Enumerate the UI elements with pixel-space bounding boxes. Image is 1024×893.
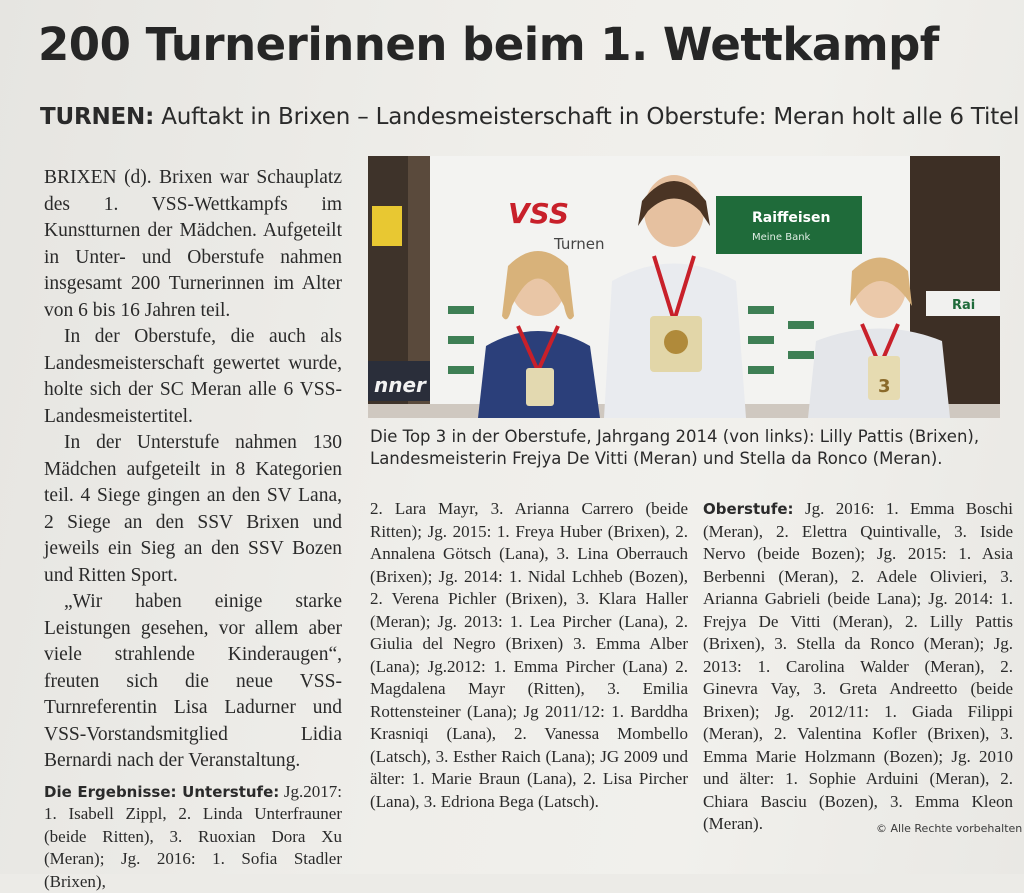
paragraph-unterstufe: In der Unterstufe nahmen 130 Mädchen aufgeteilt in 8 Kategorien teil. 4 Siege gingen an den SV Lana, 2 Siege an den SSV Brixen und jeweils ein Sieg an den SSV Bozen und Ritten Sport. xyxy=(44,430,342,589)
article-column-3 xyxy=(703,498,1013,836)
article-column-2 xyxy=(370,498,688,813)
paragraph-quote: „Wir haben einige starke Leistungen gesehen, vor allem aber viele strahlende Kinderaugen“, freuten sich die neue VSS-Turnreferentin Lisa Ladurner und VSS-Vorstandsmitglied Lidia Bernardi nach der Veranstaltung. xyxy=(44,589,342,775)
paragraph-intro: BRIXEN (d). Brixen war Schauplatz des 1. VSS-Wettkampfs im Kunstturnen der Mädchen. Aufgeteilt in Unter- und Oberstufe nahmen insgesamt 200 Turnerinnen im Alter von 6 bis 16 Jahren teil. xyxy=(44,165,342,324)
results-unterstufe-text-1: Jg.2017: 1. Isabell Zippl, 2. Linda Unterfrauner (beide Ritten), 3. Ruoxian Dora Xu (Meran); Jg. 2016: 1. Sofia Stadler (Brixen), xyxy=(44,782,342,891)
sign-left-text: nner xyxy=(374,373,427,397)
banner-bank-text: Meine Bank xyxy=(752,232,811,243)
banner-raiffeisen-text: Raiffeisen xyxy=(752,210,830,226)
article-column-1 xyxy=(44,165,342,893)
sign-right-text: Rai xyxy=(952,298,975,313)
results-unterstufe-start xyxy=(44,781,342,893)
results-unterstufe-text-2: 2. Lara Mayr, 3. Arianna Carrero (beide Ritten); Jg. 2015: 1. Freya Huber (Brixen), 2. Annalena Götsch (Lana), 3. Lina Oberrauch (Brixen); Jg. 2014: 1. Nidal Lchheb (Bozen), 2. Verena Pichler (Brixen), 3. Klara Haller (Meran); Jg. 2013: 1. Lea Pircher (Lana), 2. Giulia del Negro (Brixen) 3. Emma Alber (Lana); Jg.2012: 1. Emma Pircher (Lana) 2. Magdalena Mayr (Ritten), 3. Emilia Rottensteiner (Lana); Jg 2011/12: 1. Barddha Krasniqi (Lana), 2. Vanessa Mombello (Latsch), 3. Esther Raich (Lana); JG 2009 und älter: 1. Marie Braun (Lana), 2. Lisa Pircher (Lana), 3. Edriona Bega (Latsch). xyxy=(370,498,688,813)
subhead-text: Auftakt in Brixen – Landesmeisterschaft in Oberstufe: Meran holt alle 6 Titel xyxy=(161,104,1019,130)
paragraph-oberstufe: In der Oberstufe, die auch als Landesmeisterschaft gewertet wurde, holte sich der SC Meran alle 6 VSS-Landesmeistertitel. xyxy=(44,324,342,430)
results-oberstufe xyxy=(703,498,1013,836)
subhead-kicker: TURNEN: xyxy=(40,104,154,130)
banner-turnen-text: Turnen xyxy=(553,235,605,253)
photo-illustration xyxy=(368,156,1000,418)
copyright-notice: © Alle Rechte vorbehalten xyxy=(876,822,1022,835)
banner-vss-text: VSS xyxy=(508,197,569,230)
subheadline xyxy=(40,104,1010,130)
results-label-unterstufe: Die Ergebnisse: Unterstufe: xyxy=(44,783,279,801)
results-label-oberstufe: Oberstufe: xyxy=(703,500,794,518)
results-oberstufe-text: Jg. 2016: 1. Emma Boschi (Meran), 2. Elettra Quintivalle, 3. Iside Nervo (beide Bozen); Jg. 2015: 1. Asia Berbenni (Meran), 2. Adele Olivieri, 3. Arianna Gabrieli (beide Lana); Jg. 2014: 1. Frejya De Vitti (Meran), 2. Lilly Pattis (Brixen), 3. Stella da Ronco (Meran); Jg. 2013: 1. Carolina Walder (Meran), 2. Ginevra Vay, 3. Greta Andreetto (beide Brixen); Jg. 2012/11: 1. Giada Filippi (Meran), 2. Valentina Kofler (Brixen), 3. Emma Marie Holzmann (Bozen); Jg. 2010 und älter: 1. Sophie Arduini (Meran), 2. Chiara Basciu (Bozen), 3. Emma Kleon (Meran). xyxy=(703,499,1013,833)
photo-caption: Die Top 3 in der Oberstufe, Jahrgang 2014 (von links): Lilly Pattis (Brixen), Landesmeisterin Frejya De Vitti (Meran) und Stella da Ronco (Meran). xyxy=(370,426,1010,470)
article-photo xyxy=(368,156,1000,418)
badge-number-text: 3 xyxy=(878,376,891,397)
headline: 200 Turnerinnen beim 1. Wettkampf xyxy=(38,18,1008,71)
